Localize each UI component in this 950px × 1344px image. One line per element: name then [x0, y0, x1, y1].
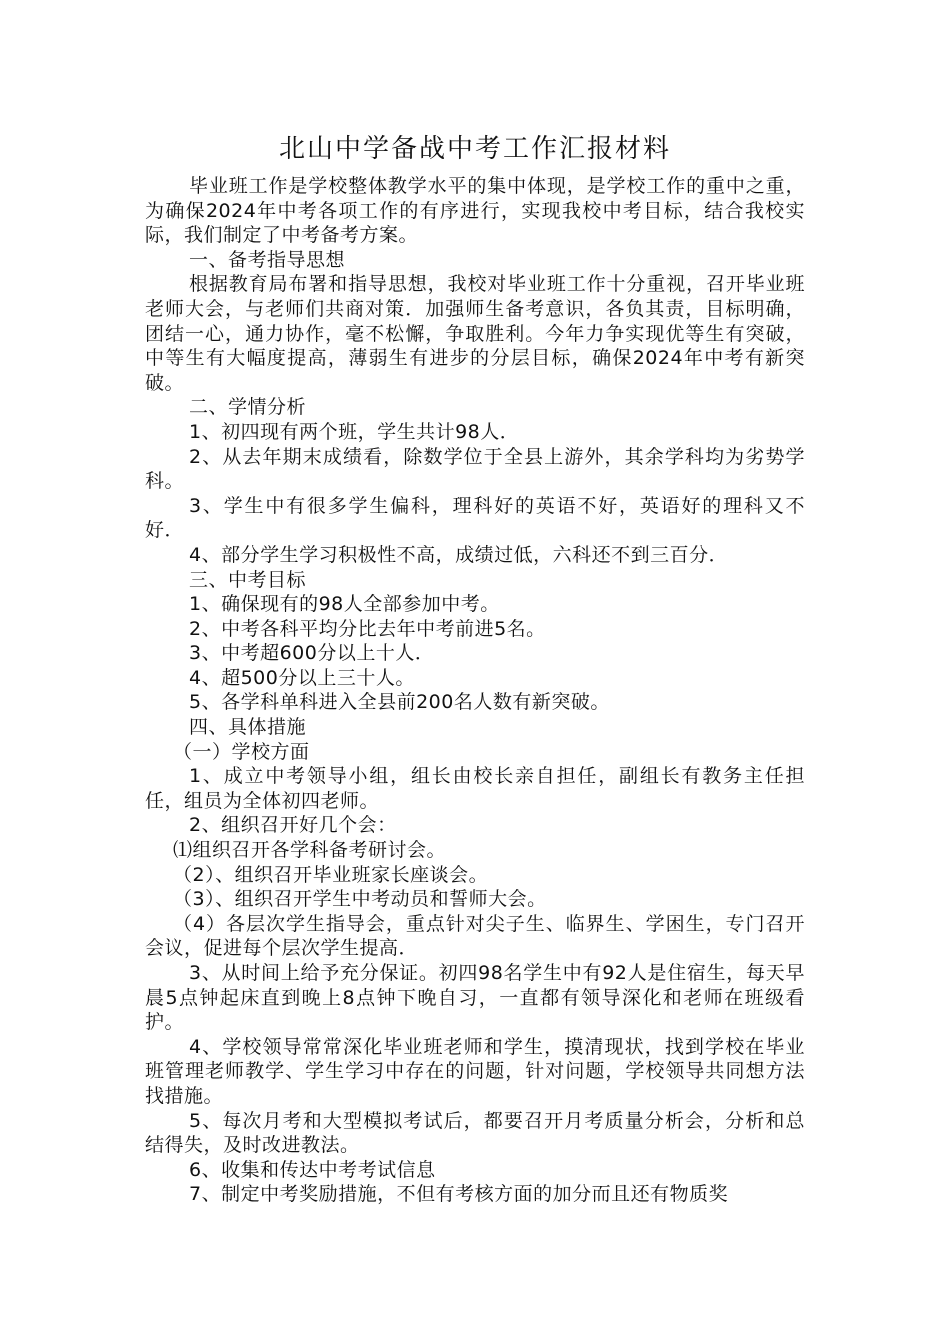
- list-item: 1、确保现有的98人全部参加中考。: [189, 593, 500, 616]
- section-heading-2: 二、学情分析: [189, 396, 307, 419]
- list-item: 3、中考超600分以上十人．: [189, 642, 435, 665]
- section-heading-1: 一、备考指导思想: [189, 248, 346, 271]
- list-item: 2、组织召开好几个会：: [189, 814, 397, 837]
- section-heading-4: 四、具体措施: [189, 716, 307, 739]
- list-item: 5、每次月考和大型模拟考试后，都要召开月考质量分析会，分析和总结得失，及时改进教法。: [145, 1109, 805, 1157]
- paragraph-guiding-ideas: 根据教育局布署和指导思想，我校对毕业班工作十分重视，召开毕业班老师大会，与老师们共商对策．加强师生备考意识，各负其责，目标明确，团结一心，通力协作，毫不松懈，争取胜利。今年力争实现优等生有突破，中等生有大幅度提高，薄弱生有进步的分层目标，确保2024年中考有新突破。: [145, 273, 805, 394]
- list-item: 1、成立中考领导小组，组长由校长亲自担任，副组长有教务主任担任，组员为全体初四老师。: [145, 765, 805, 812]
- document-title: 北山中学备战中考工作汇报材料: [278, 134, 671, 164]
- paragraph-intro: 毕业班工作是学校整体教学水平的集中体现，是学校工作的重中之重，为确保2024年中考各项工作的有序进行，实现我校中考目标，结合我校实际，我们制定了中考备考方案。: [145, 175, 805, 247]
- document-body: [145, 174, 805, 1207]
- list-item: 7、制定中考奖励措施，不但有考核方面的加分而且还有物质奖: [189, 1183, 729, 1206]
- list-item: （2）、组织召开毕业班家长座谈会。: [173, 863, 489, 886]
- list-item: 5、各学科单科进入全县前200名人数有新突破。: [189, 691, 610, 714]
- list-item: ⑴组织召开各学科备考研讨会。: [173, 839, 447, 862]
- list-item: 2、从去年期末成绩看，除数学位于全县上游外，其余学科均为劣势学科。: [145, 445, 805, 493]
- subsection-heading: （一）学校方面: [173, 740, 310, 763]
- list-item: 4、超500分以上三十人。: [189, 666, 415, 689]
- list-item: （4）各层次学生指导会，重点针对尖子生、临界生、学困生，专门召开会议，促进每个层次学生提高．: [145, 912, 805, 960]
- list-item: 4、学校领导常常深化毕业班老师和学生，摸清现状，找到学校在毕业班管理老师教学、学生学习中存在的问题，针对问题，学校领导共同想方法找措施。: [145, 1035, 805, 1107]
- list-item: 3、从时间上给予充分保证。初四98名学生中有92人是住宿生，每天早晨5点钟起床直到晚上8点钟下晚自习，一直都有领导深化和老师在班级看护。: [145, 962, 805, 1034]
- list-item: 2、中考各科平均分比去年中考前进5名。: [189, 617, 546, 640]
- list-item: 3、学生中有很多学生偏科，理科好的英语不好，英语好的理科又不好．: [145, 494, 805, 542]
- section-heading-3: 三、中考目标: [189, 568, 307, 591]
- list-item: 6、收集和传达中考考试信息: [189, 1158, 436, 1181]
- list-item: 4、部分学生学习积极性不高，成绩过低，六科还不到三百分．: [189, 543, 729, 566]
- list-item: （3）、组织召开学生中考动员和誓师大会。: [173, 888, 547, 911]
- list-item: 1、初四现有两个班，学生共计98人．: [189, 420, 520, 443]
